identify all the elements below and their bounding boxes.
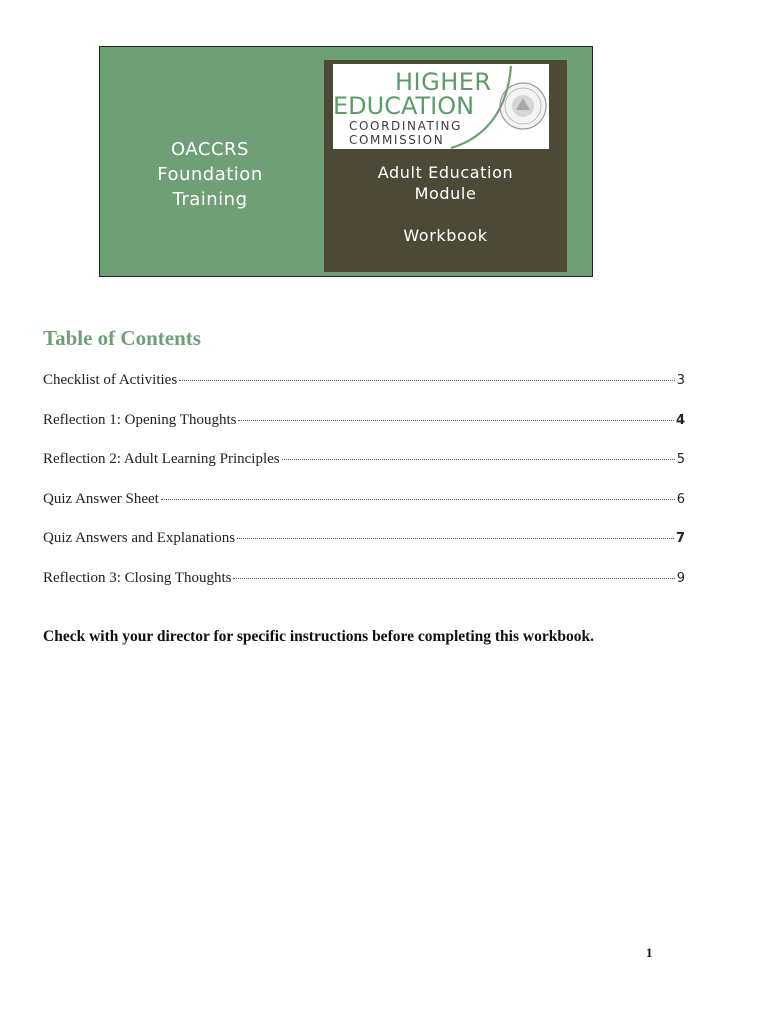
page-number: 1 <box>646 945 653 960</box>
toc-entry-label: Reflection 2: Adult Learning Principles <box>43 451 280 468</box>
toc-entry-label: Checklist of Activities <box>43 372 178 388</box>
dot-leader <box>179 380 675 381</box>
toc-entry-page: 7 <box>675 531 685 547</box>
toc-entry-page: 5 <box>676 452 685 468</box>
training-title-line: Training <box>172 189 248 210</box>
logo-word-coordinating: COORDINATING <box>349 119 462 133</box>
training-title-line: Foundation <box>157 164 263 185</box>
dot-leader <box>282 459 675 460</box>
toc-entry-page: 9 <box>676 570 685 586</box>
dot-leader <box>237 538 674 539</box>
dot-leader <box>238 420 674 421</box>
toc-list <box>43 372 685 610</box>
logo-word-commission: COMMISSION <box>349 133 445 147</box>
logo-word-higher: HIGHER <box>395 68 492 96</box>
toc-entry-label: Quiz Answers and Explanations <box>43 530 236 547</box>
dot-leader <box>161 499 675 500</box>
director-note: Check with your director for specific instructions before completing this workbook. <box>43 628 594 645</box>
spacer <box>324 204 567 225</box>
toc-entry[interactable] <box>43 451 685 491</box>
toc-heading: Table of Contents <box>43 326 201 350</box>
toc-entry[interactable] <box>43 491 685 531</box>
cover-banner <box>99 46 593 277</box>
commission-logo <box>333 64 549 149</box>
toc-entry[interactable] <box>43 412 685 452</box>
module-title <box>324 162 567 246</box>
toc-entry-page: 4 <box>675 412 685 428</box>
toc-entry-page: 6 <box>676 491 685 507</box>
toc-entry[interactable] <box>43 530 685 570</box>
toc-entry-label: Reflection 1: Opening Thoughts <box>43 411 237 428</box>
module-title-line: Adult Education <box>377 163 514 182</box>
dot-leader <box>233 578 674 579</box>
toc-entry[interactable] <box>43 372 685 412</box>
logo-word-education: EDUCATION <box>333 92 475 120</box>
toc-entry-page: 3 <box>676 373 685 388</box>
training-title-line: OACCRS <box>171 139 249 160</box>
toc-entry-label: Quiz Answer Sheet <box>43 490 159 507</box>
toc-entry[interactable] <box>43 570 685 610</box>
workbook-label: Workbook <box>403 226 488 245</box>
toc-entry-label: Reflection 3: Closing Thoughts <box>43 569 232 586</box>
module-title-line: Module <box>414 184 477 203</box>
training-title <box>130 137 290 212</box>
module-panel <box>324 60 567 272</box>
